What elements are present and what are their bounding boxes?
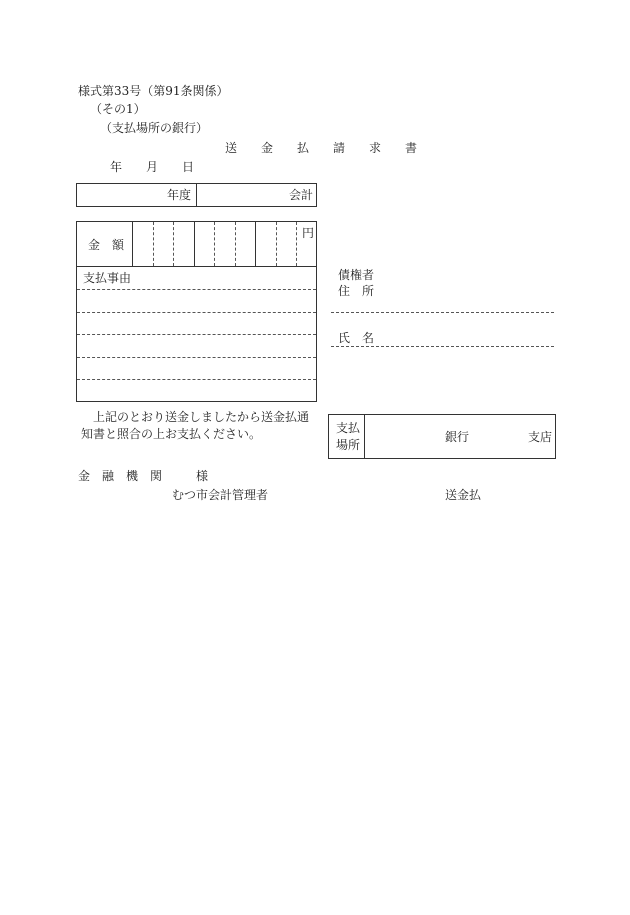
branch-label: 支店 — [528, 430, 553, 444]
payment-reason-label: 支払事由 — [83, 271, 132, 285]
request-text-line1: 上記のとおり送金しましたから送金払通 — [93, 410, 310, 424]
name-line — [331, 346, 554, 347]
page-title: 送 金 払 請 求 書 — [225, 141, 418, 155]
fiscal-box — [76, 183, 317, 207]
address-label: 住 所 — [338, 284, 375, 298]
payment-place-label-1: 支払 — [336, 421, 361, 435]
form-number: 様式第33号（第91条関係） — [78, 84, 229, 98]
yen-label: 円 — [302, 226, 315, 240]
honorific-label: 様 — [196, 469, 209, 483]
bank-label: 銀行 — [445, 430, 470, 444]
address-line — [331, 312, 554, 313]
form-part: （その1） — [90, 102, 146, 116]
payment-place-label-2: 場所 — [336, 438, 361, 452]
fiscal-year-label: 年度 — [167, 188, 192, 202]
date-line: 年 月 日 — [110, 160, 195, 174]
amount-box — [76, 221, 317, 402]
payment-place-box — [328, 414, 556, 459]
remittance-stamp-label: 送金払 — [445, 488, 482, 502]
financial-institution-label: 金 融 機 関 — [78, 469, 163, 483]
amount-label: 金 額 — [88, 238, 125, 252]
form-subtitle: （支払場所の銀行） — [100, 121, 209, 135]
creditor-label: 債権者 — [338, 268, 375, 282]
account-label: 会計 — [289, 188, 314, 202]
request-text-line2: 知書と照合の上お支払ください。 — [81, 427, 262, 441]
name-label: 氏 名 — [338, 331, 375, 345]
sender-name: むつ市会計管理者 — [172, 488, 269, 502]
